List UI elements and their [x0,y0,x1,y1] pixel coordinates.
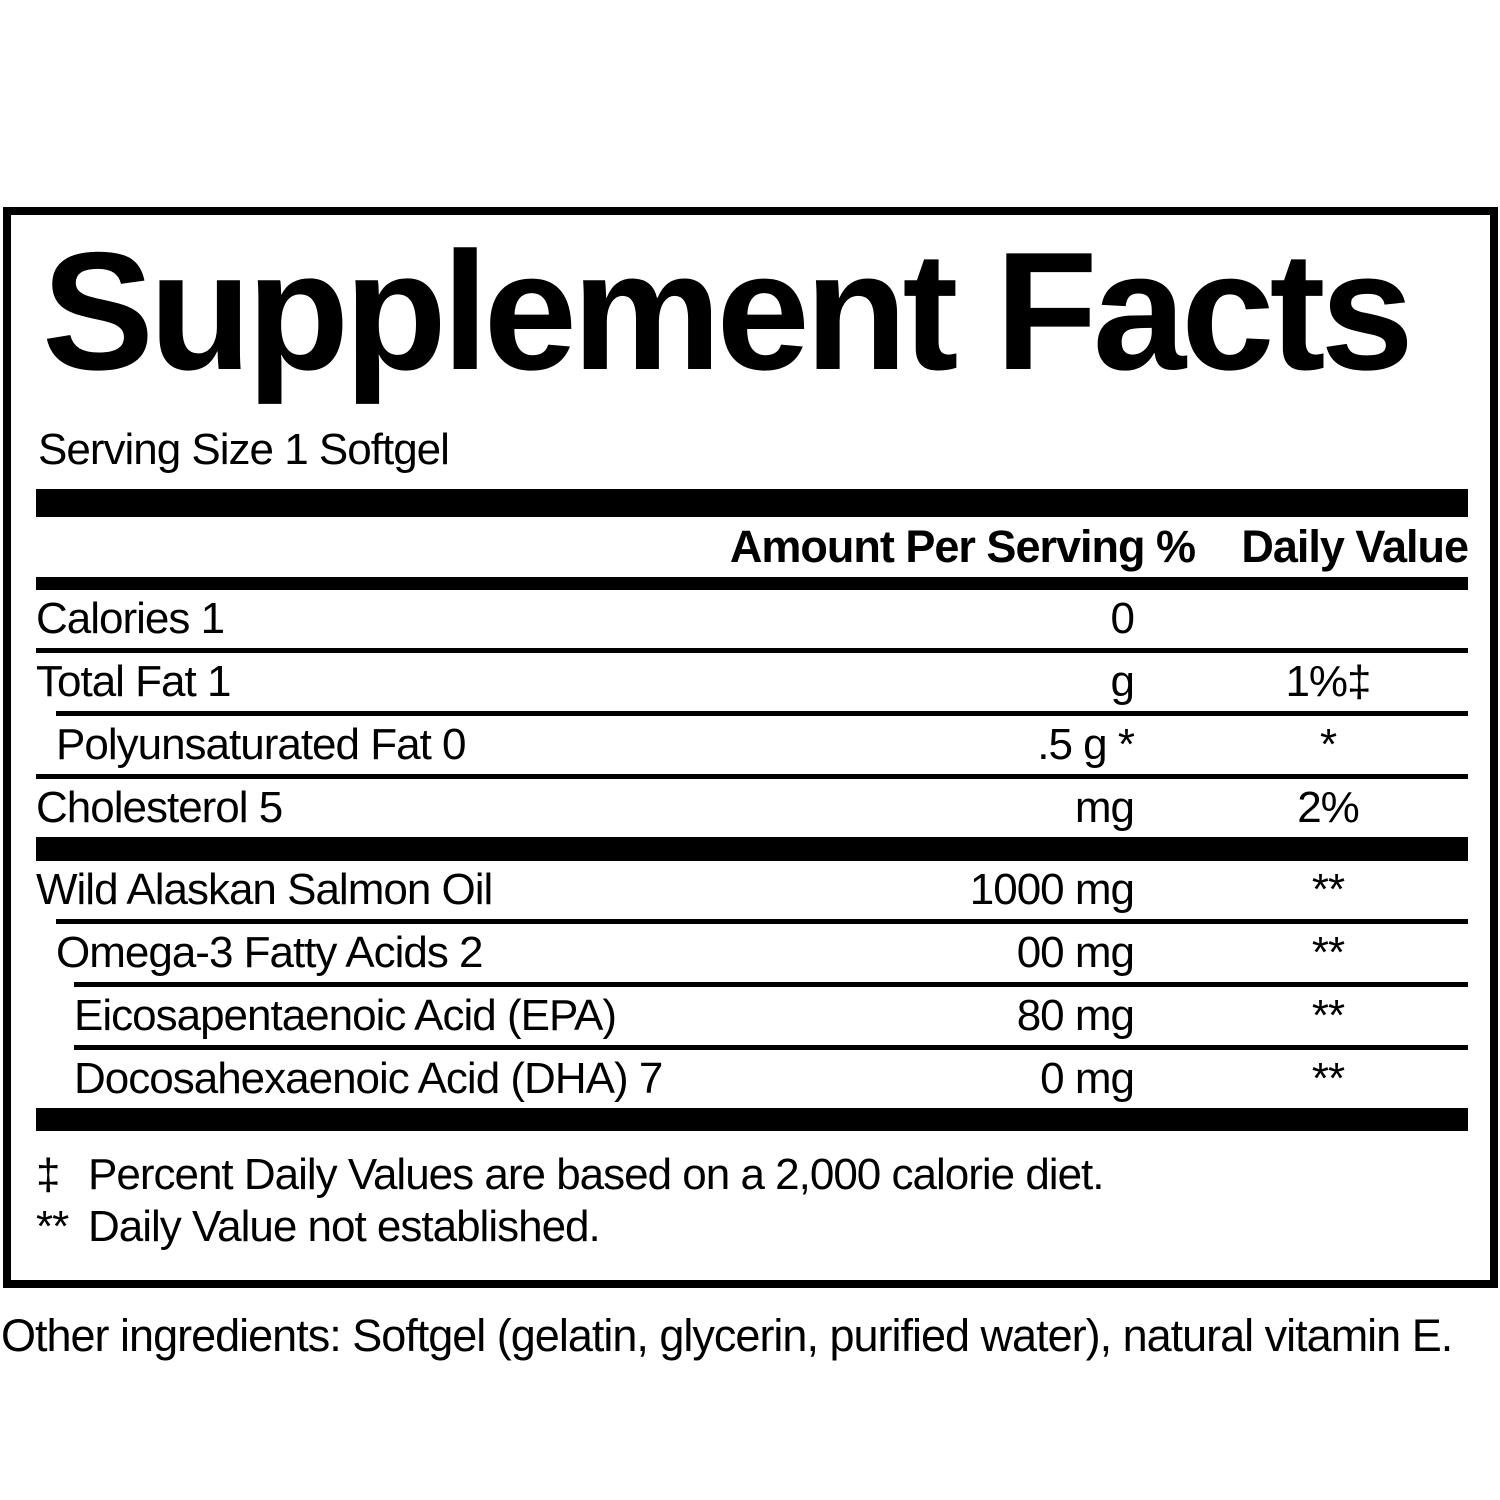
nutrient-daily-value: 1%‡ [1285,657,1371,706]
nutrient-name: Calories 1 [36,594,225,643]
footnote-text: Daily Value not established. [88,1201,600,1251]
nutrient-row-cholesterol [36,779,1468,837]
nutrient-row-calories [36,590,1468,648]
daily-value-header: Daily Value [1241,521,1468,572]
footnote-symbol: ** [36,1201,69,1251]
nutrient-daily-value: ** [1311,865,1345,914]
nutrient-name: Eicosapentaenoic Acid (EPA) [74,991,617,1040]
supplement-facts-panel [3,207,1498,1288]
nutrient-amount: mg [1074,783,1134,832]
nutrient-amount: 1000 mg [969,865,1134,914]
panel-title: Supplement Facts [42,217,1409,405]
serving-size: Serving Size 1 Softgel [38,425,449,474]
divider-top-thick [36,489,1468,517]
footnote-text: Percent Daily Values are based on a 2,000 calorie diet. [88,1150,1104,1199]
nutrient-amount: .5 g * [1037,720,1134,769]
nutrient-amount: 00 mg [1016,928,1134,977]
nutrient-row-omega-3-fatty-acids [36,924,1468,982]
nutrient-name: Cholesterol 5 [36,783,283,832]
other-ingredients: Other ingredients: Softgel (gelatin, glycerin, purified water), natural vitamin E. [1,1310,1453,1362]
nutrient-daily-value: ** [1311,1054,1345,1103]
nutrient-amount: g [1110,657,1134,706]
section-divider [36,1108,1468,1131]
nutrient-name: Polyunsaturated Fat 0 [56,720,466,769]
footnote-symbol: ‡ [36,1150,60,1199]
footnote-not-established [36,1203,1468,1251]
nutrient-row-total-fat [36,653,1468,711]
column-headers [36,517,1468,577]
nutrient-name: Wild Alaskan Salmon Oil [36,865,493,914]
footnote-daily-values [36,1151,1468,1199]
nutrient-daily-value: ** [1311,928,1345,977]
divider-under-header [36,577,1468,590]
nutrient-amount: 0 mg [1040,1054,1134,1103]
nutrient-row-dha [36,1050,1468,1108]
nutrient-name: Docosahexaenoic Acid (DHA) 7 [74,1054,663,1103]
nutrient-daily-value: ** [1311,991,1345,1040]
section-divider [36,837,1468,861]
nutrient-daily-value: 2% [1297,783,1359,832]
nutrient-name: Omega-3 Fatty Acids 2 [56,928,483,977]
footnotes [36,1131,1468,1264]
nutrient-amount: 80 mg [1016,991,1134,1040]
nutrient-row-wild-alaskan-salmon-oil [36,861,1468,919]
nutrient-row-polyunsaturated-fat [36,716,1468,774]
amount-per-serving-header: Amount Per Serving % [729,521,1195,572]
nutrient-row-epa [36,987,1468,1045]
nutrient-amount: 0 [1110,594,1134,643]
nutrient-daily-value: * [1319,720,1337,769]
nutrient-name: Total Fat 1 [36,657,231,706]
